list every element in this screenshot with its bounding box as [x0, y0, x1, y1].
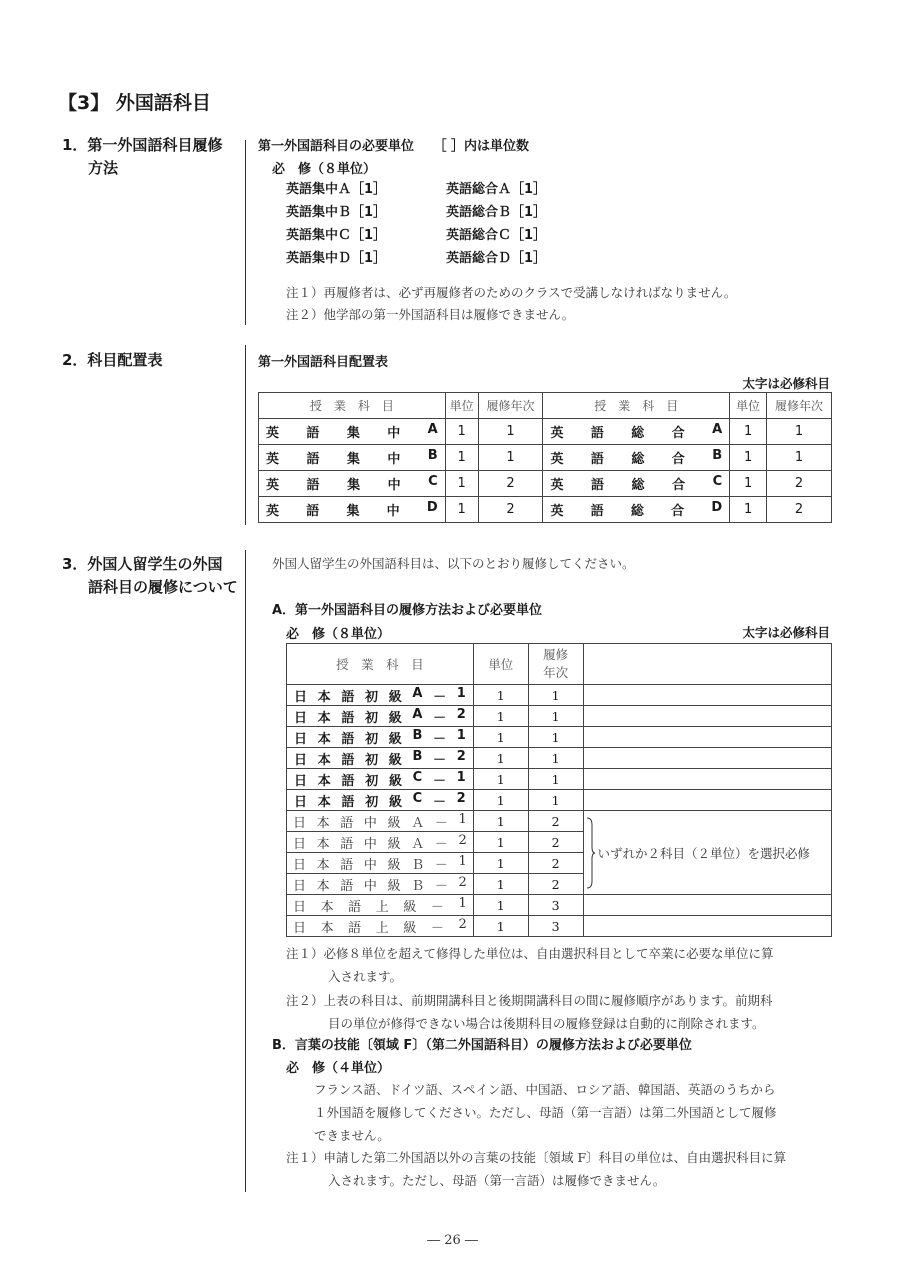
table-row	[287, 811, 832, 832]
table-row	[287, 895, 832, 916]
header-cell: 単位	[473, 644, 528, 685]
course-name-cell: 日 本 語 初 級 B － 1	[287, 727, 474, 748]
course-name-cell: 日 本 語 中 級 Ａ － 2	[287, 832, 474, 853]
course-item: 英語集中Ｃ［1］	[286, 228, 387, 243]
remarks-cell	[583, 895, 831, 916]
section3a-title: A．第一外国語科目の履修方法および必要単位	[272, 603, 543, 618]
year-cell: 1	[528, 706, 583, 727]
course-name-cell: 日 本 語 初 級 C － 2	[287, 790, 474, 811]
section3b-required-label: 必 修（４単位）	[286, 1061, 391, 1076]
section2-table-title: 第一外国語科目配置表	[258, 355, 389, 370]
year-cell: 1	[478, 419, 543, 445]
divider-line-3	[245, 550, 246, 1192]
remarks-header-cell	[583, 644, 831, 685]
table-row	[287, 685, 832, 706]
remarks-cell	[583, 790, 831, 811]
section1-course-list-right	[446, 178, 546, 270]
header-cell: 授 業 科 目	[259, 393, 446, 419]
section1-note-2: 注２）他学部の第一外国語科目は履修できません。	[286, 307, 575, 322]
units-cell: 1	[473, 727, 528, 748]
table-row	[259, 445, 832, 471]
units-cell: 1	[730, 471, 767, 497]
choice-remarks-cell	[583, 811, 831, 895]
course-name-cell: 日 本 語 中 級 Ａ － 1	[287, 811, 474, 832]
course-name-cell: 日 本 語 中 級 Ｂ － 2	[287, 874, 474, 895]
header-cell: 単位	[730, 393, 767, 419]
section3a-note-2: 注２）上表の科目は、前期開講科目と後期開講科目の間に履修順序があります。前期科 目の単位が修得できない場合は後期科目の履修登録は自動的に削除されます。	[286, 993, 773, 1031]
section1-note-1: 注１）再履修者は、必ず再履修者のためのクラスで受講しなければなりません。	[286, 285, 737, 300]
divider-line-2	[245, 345, 246, 525]
units-cell: 1	[473, 790, 528, 811]
choice-note: いずれか２科目（２単位）を選択必修	[597, 845, 811, 861]
section2-bold-note: 太字は必修科目	[742, 376, 830, 391]
table-row	[259, 497, 832, 523]
course-name-cell: 英 語 集 中 D	[259, 497, 446, 523]
course-name-cell: 日 本 語 上 級 － 1	[287, 895, 474, 916]
units-cell: 1	[473, 769, 528, 790]
remarks-cell	[583, 916, 831, 937]
course-item: 英語集中Ａ［1］	[286, 182, 387, 197]
course-name-cell: 日 本 語 初 級 B － 2	[287, 748, 474, 769]
section3b-title: B．言葉の技能〔領域 F〕（第二外国語科目）の履修方法および必要単位	[272, 1038, 692, 1053]
course-name-cell: 英 語 総 合 C	[543, 471, 730, 497]
section3a-bold-note: 太字は必修科目	[742, 625, 830, 640]
units-cell: 1	[473, 832, 528, 853]
divider-line-1	[245, 140, 246, 325]
course-name-cell: 英 語 総 合 D	[543, 497, 730, 523]
course-item: 英語総合Ａ［1］	[446, 182, 547, 197]
course-name-cell: 日 本 語 初 級 A － 1	[287, 685, 474, 706]
course-item: 英語総合Ｄ［1］	[446, 251, 547, 266]
header-cell: 履修年次	[478, 393, 543, 419]
section3a-required-label: 必 修（８単位）	[286, 627, 391, 642]
section3a-note-1: 注１）必修８単位を超えて修得した単位は、自由選択科目として卒業に必要な単位に算 入されます。	[286, 946, 774, 984]
course-name-cell: 英 語 集 中 B	[259, 445, 446, 471]
units-cell: 1	[445, 471, 478, 497]
course-name-cell: 英 語 集 中 A	[259, 419, 446, 445]
units-cell: 1	[473, 853, 528, 874]
bracket-icon	[586, 817, 596, 889]
year-cell: 1	[767, 419, 832, 445]
year-cell: 3	[528, 916, 583, 937]
year-cell: 1	[478, 445, 543, 471]
course-name-cell: 英 語 総 合 A	[543, 419, 730, 445]
header-cell: 履修年次	[767, 393, 832, 419]
course-item: 英語集中Ｄ［1］	[286, 251, 387, 266]
section2-title: 2．科目配置表	[62, 351, 163, 369]
year-cell: 2	[528, 811, 583, 832]
units-cell: 1	[473, 895, 528, 916]
remarks-cell	[583, 748, 831, 769]
remarks-cell	[583, 685, 831, 706]
section1-title: 1．第一外国語科目履修	[62, 136, 223, 154]
course-item: 英語総合Ｂ［1］	[446, 205, 547, 220]
table-row	[259, 419, 832, 445]
units-cell: 1	[445, 497, 478, 523]
remarks-cell	[583, 769, 831, 790]
header-cell: 授 業 科 目	[543, 393, 730, 419]
section3-title-cont: 語科目の履修について	[88, 578, 238, 596]
table-row	[287, 769, 832, 790]
course-name-cell: 日 本 語 初 級 A － 2	[287, 706, 474, 727]
section3b-note-1: 注１）申請した第二外国語以外の言葉の技能〔領域 F〕科目の単位は、自由選択科目に算 入されます。ただし、母語（第一言語）は履修できません。	[286, 1150, 787, 1188]
units-cell: 1	[473, 748, 528, 769]
year-cell: 2	[528, 853, 583, 874]
year-cell: 1	[528, 790, 583, 811]
year-cell: 2	[767, 471, 832, 497]
units-cell: 1	[473, 811, 528, 832]
course-item: 英語総合Ｃ［1］	[446, 228, 547, 243]
units-cell: 1	[445, 445, 478, 471]
table-row	[287, 706, 832, 727]
section1-title-cont: 方法	[88, 159, 119, 177]
year-cell: 1	[528, 769, 583, 790]
units-cell: 1	[473, 685, 528, 706]
units-cell: 1	[730, 497, 767, 523]
units-cell: 1	[730, 445, 767, 471]
section3-title: 3．外国人留学生の外国	[62, 555, 223, 573]
section3-intro: 外国人留学生の外国語科目は、以下のとおり履修してください。	[272, 556, 635, 571]
table-row	[287, 790, 832, 811]
table-header-row	[259, 393, 832, 419]
units-cell: 1	[473, 916, 528, 937]
year-cell: 1	[528, 727, 583, 748]
year-cell: 3	[528, 895, 583, 916]
header-cell: 履修 年次	[528, 644, 583, 685]
units-cell: 1	[473, 874, 528, 895]
page-number: ― 26 ―	[427, 1233, 478, 1248]
year-cell: 1	[528, 685, 583, 706]
course-name-cell: 英 語 集 中 C	[259, 471, 446, 497]
section1-course-list-left	[286, 178, 386, 270]
course-name-cell: 日 本 語 上 級 － 2	[287, 916, 474, 937]
remarks-cell	[583, 706, 831, 727]
year-cell: 2	[528, 832, 583, 853]
year-cell: 1	[528, 748, 583, 769]
table-row	[287, 727, 832, 748]
year-cell: 2	[478, 497, 543, 523]
course-name-cell: 日 本 語 中 級 Ｂ － 1	[287, 853, 474, 874]
foreign-student-course-table	[286, 643, 832, 937]
header-cell: 単位	[445, 393, 478, 419]
header-cell: 授 業 科 目	[287, 644, 474, 685]
year-cell: 2	[478, 471, 543, 497]
section1-required-units: 第一外国語科目の必要単位 ［ ］内は単位数	[258, 139, 530, 154]
course-placement-table	[258, 392, 832, 523]
table-header-row	[287, 644, 832, 685]
units-cell: 1	[730, 419, 767, 445]
units-cell: 1	[473, 706, 528, 727]
year-cell: 2	[767, 497, 832, 523]
section1-required-label: 必 修（８単位）	[272, 162, 377, 177]
year-cell: 2	[528, 874, 583, 895]
table-row	[259, 471, 832, 497]
table-row	[287, 748, 832, 769]
course-name-cell: 日 本 語 初 級 C － 1	[287, 769, 474, 790]
course-name-cell: 英 語 総 合 B	[543, 445, 730, 471]
page-heading: 【3】 外国語科目	[58, 92, 211, 114]
course-item: 英語集中Ｂ［1］	[286, 205, 387, 220]
year-cell: 1	[767, 445, 832, 471]
remarks-cell	[583, 727, 831, 748]
units-cell: 1	[445, 419, 478, 445]
table-row	[287, 916, 832, 937]
section3b-text: フランス語、ドイツ語、スペイン語、中国語、ロシア語、韓国語、英語のうちから １外国語を履修してください。ただし、母語（第一言語）は第二外国語として履修 できません。	[314, 1082, 777, 1143]
